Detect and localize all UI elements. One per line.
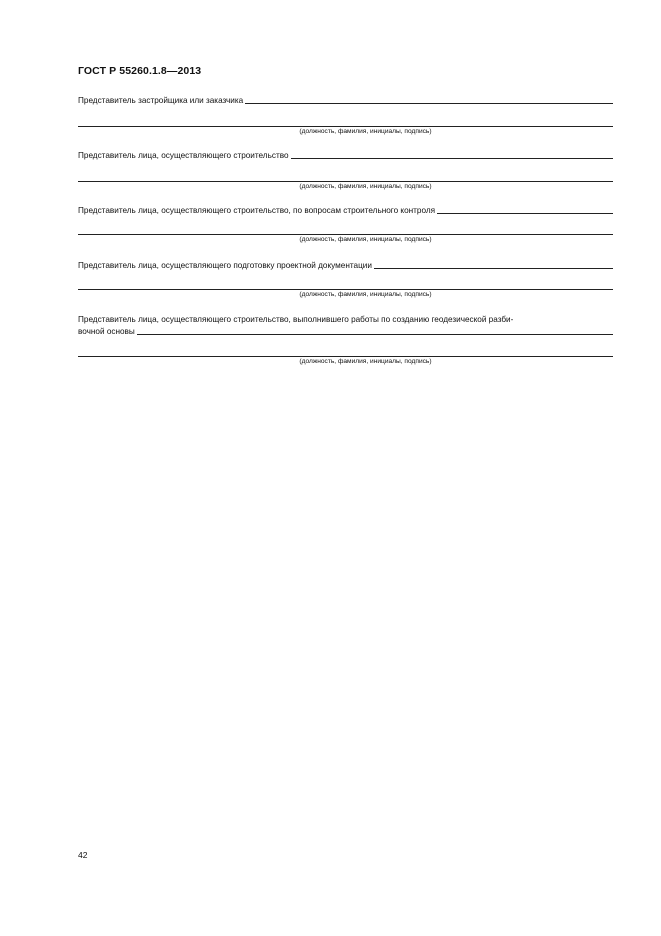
signature-block-construction-control	[78, 206, 613, 216]
signature-line[interactable]	[78, 126, 613, 127]
signature-label-line2: вочной основы	[78, 327, 135, 336]
signature-label-line1: Представитель лица, осуществляющего строительство, выполнившего работы по созданию геодезической разби-	[78, 315, 514, 324]
signature-block-design-documentation	[78, 261, 613, 271]
signature-block-builder	[78, 151, 613, 161]
signature-caption: (должность, фамилия, инициалы, подпись)	[299, 236, 432, 243]
signature-block-developer	[78, 96, 613, 106]
signature-label-line2-row	[78, 327, 613, 337]
signature-label: Представитель лица, осуществляющего строительство, по вопросам строительного контроля	[78, 206, 436, 215]
signature-label: Представитель лица, осуществляющего подготовку проектной документации	[78, 261, 372, 270]
signature-label: Представитель лица, осуществляющего строительство	[78, 151, 289, 160]
signature-caption: (должность, фамилия, инициалы, подпись)	[299, 358, 432, 365]
signature-fill-line[interactable]	[291, 158, 613, 159]
signature-line[interactable]	[78, 356, 613, 357]
page-number: 42	[78, 850, 88, 860]
signature-fill-line[interactable]	[245, 103, 613, 104]
signature-fill-line[interactable]	[137, 334, 613, 335]
signature-caption: (должность, фамилия, инициалы, подпись)	[299, 291, 432, 298]
signature-caption: (должность, фамилия, инициалы, подпись)	[299, 128, 432, 135]
signature-label: Представитель застройщика или заказчика	[78, 96, 244, 105]
signature-block-geodetic-basis	[78, 314, 613, 326]
signature-fill-line[interactable]	[437, 213, 613, 214]
signature-caption: (должность, фамилия, инициалы, подпись)	[299, 183, 432, 190]
signature-line[interactable]	[78, 181, 613, 182]
signature-line[interactable]	[78, 234, 613, 235]
signature-fill-line[interactable]	[374, 268, 613, 269]
document-header-standard: ГОСТ Р 55260.1.8—2013	[78, 65, 202, 77]
signature-line[interactable]	[78, 289, 613, 290]
